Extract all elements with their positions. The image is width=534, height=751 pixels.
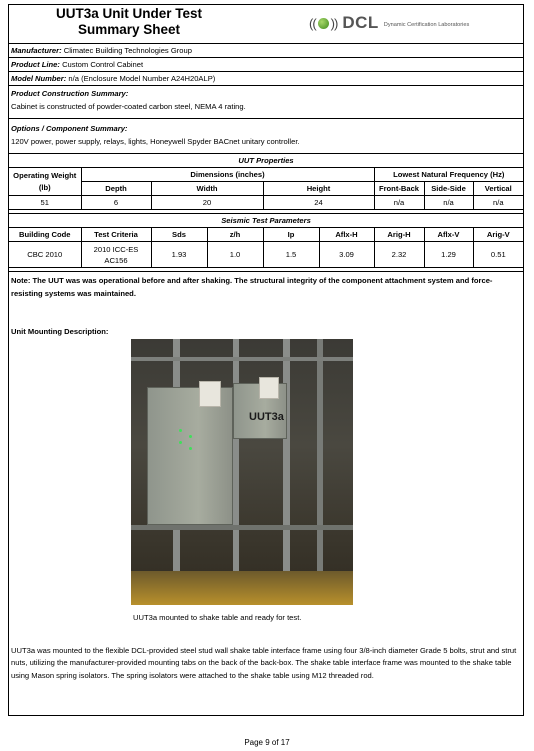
uut-properties-title: UUT Properties	[9, 154, 523, 168]
construction-row	[9, 85, 523, 118]
col-height: Height	[263, 182, 374, 196]
photo-caption: UUT3a mounted to shake table and ready for test.	[133, 613, 302, 622]
sheet-title	[9, 6, 249, 38]
operating-weight-header: Operating Weight (lb)	[9, 168, 81, 196]
col-ip: Ip	[263, 228, 319, 242]
dcl-logo	[309, 11, 521, 35]
value-test-criteria: 2010 ICC-ES AC156	[81, 242, 151, 268]
value-ip: 1.5	[263, 242, 319, 268]
frequency-header: Lowest Natural Frequency (Hz)	[374, 168, 523, 182]
manufacturer-label: Manufacturer:	[11, 46, 62, 55]
left-cabinet	[147, 387, 233, 525]
title-line-1: UUT3a Unit Under Test	[55, 6, 202, 21]
col-vertical: Vertical	[473, 182, 523, 196]
test-note: Note: The UUT was was operational before and after shaking. The structural integrity of the component attachment system and force-resisting systems was maintained.	[9, 271, 523, 300]
col-aflx-h: Aflx-H	[319, 228, 374, 242]
product-line-value: Custom Control Cabinet	[62, 60, 144, 69]
value-zh: 1.0	[207, 242, 263, 268]
logo-text: DCL	[342, 13, 379, 32]
sheet-header	[9, 5, 523, 43]
value-side-side: n/a	[424, 196, 473, 210]
manufacturer-value: Climatec Building Technologies Group	[63, 46, 192, 55]
uut-properties-values-row	[9, 196, 523, 210]
value-width: 20	[151, 196, 263, 210]
dimensions-header: Dimensions (inches)	[81, 168, 374, 182]
value-sds: 1.93	[151, 242, 207, 268]
uut-photo	[131, 339, 353, 605]
col-test-criteria: Test Criteria	[81, 228, 151, 242]
photo-uut3a-label: UUT3a	[249, 411, 284, 423]
page-number: Page 9 of 17	[244, 738, 290, 747]
col-arig-v: Arig-V	[473, 228, 523, 242]
col-building-code: Building Code	[9, 228, 81, 242]
model-row	[9, 71, 523, 85]
construction-label: Product Construction Summary:	[11, 89, 129, 98]
value-aflx-h: 3.09	[319, 242, 374, 268]
shake-table	[131, 571, 353, 605]
seismic-parameters-table	[9, 213, 523, 268]
value-building-code: CBC 2010	[9, 242, 81, 268]
col-side-side: Side-Side	[424, 182, 473, 196]
value-vertical: n/a	[473, 196, 523, 210]
construction-value: Cabinet is constructed of powder-coated carbon steel, NEMA 4 rating.	[11, 102, 246, 111]
col-width: Width	[151, 182, 263, 196]
seismic-title: Seismic Test Parameters	[9, 214, 523, 228]
logo-dot-icon	[318, 18, 329, 29]
value-height: 24	[263, 196, 374, 210]
uut-properties-table	[9, 153, 523, 210]
col-front-back: Front-Back	[374, 182, 424, 196]
col-arig-h: Arig-H	[374, 228, 424, 242]
col-aflx-v: Aflx-V	[424, 228, 473, 242]
title-line-2: Summary Sheet	[77, 22, 181, 37]
col-zh: z/h	[207, 228, 263, 242]
logo-wave-right-icon: ))	[330, 15, 338, 31]
value-front-back: n/a	[374, 196, 424, 210]
manufacturer-row	[9, 43, 523, 57]
product-line-label: Product Line:	[11, 60, 60, 69]
logo-wave-left-icon: ((	[309, 15, 316, 31]
options-value: 120V power, power supply, relays, lights, Honeywell Spyder BACnet unitary controller.	[11, 137, 300, 146]
mounting-description: UUT3a was mounted to the flexible DCL-provided steel stud wall shake table interface frame using four 3/8-inch diameter Grade 5 bolts, strut and strut nuts, utilizing the manufacturer-provided mounting tabs on the back of the back-box. The shake table interface frame was mounted to the shake table using Mason spring isolators. The spring isolators were attached to the shake table using M12 threaded rod.	[11, 646, 517, 680]
summary-sheet	[8, 4, 524, 716]
model-value: n/a (Enclosure Model Number A24H20ALP)	[68, 74, 216, 83]
model-label: Model Number:	[11, 74, 67, 83]
col-depth: Depth	[81, 182, 151, 196]
value-operating-weight: 51	[9, 196, 81, 210]
value-arig-h: 2.32	[374, 242, 424, 268]
seismic-values-row	[9, 242, 523, 268]
mounting-label: Unit Mounting Description:	[11, 327, 109, 336]
value-depth: 6	[81, 196, 151, 210]
options-row	[9, 118, 523, 154]
product-line-row	[9, 57, 523, 71]
options-label: Options / Component Summary:	[11, 124, 128, 133]
col-sds: Sds	[151, 228, 207, 242]
value-arig-v: 0.51	[473, 242, 523, 268]
logo-subtext: Dynamic Certification Laboratories	[383, 22, 470, 28]
value-aflx-v: 1.29	[424, 242, 473, 268]
